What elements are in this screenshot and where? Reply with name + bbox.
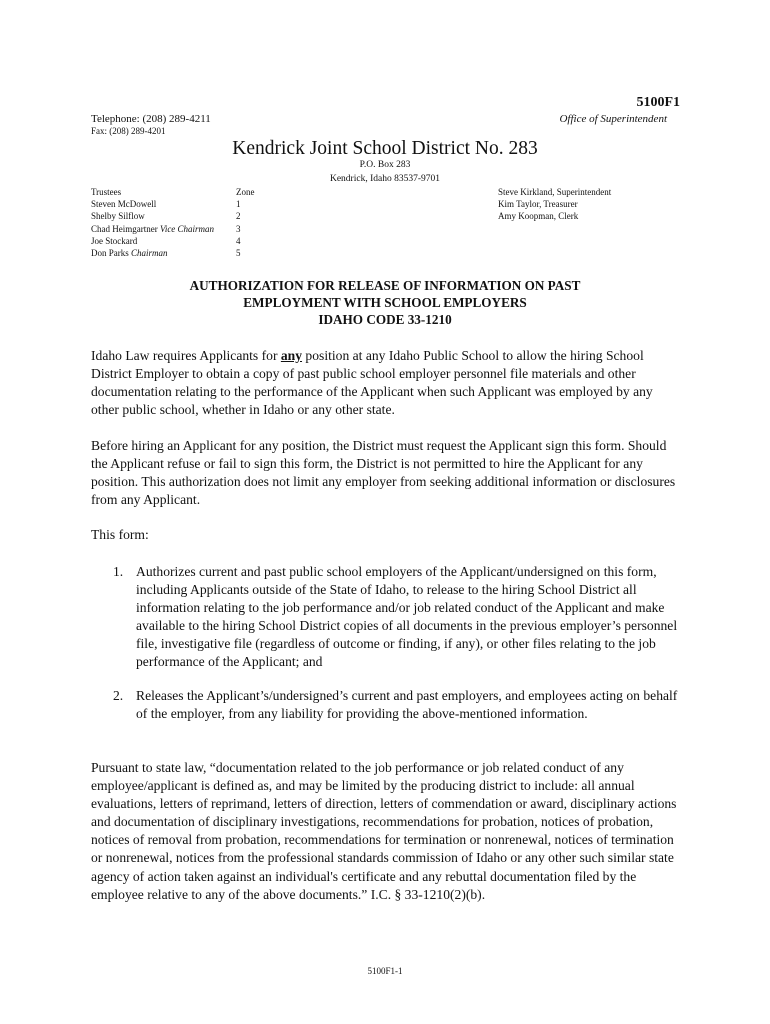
trustees-list (91, 186, 214, 259)
district-name: Kendrick Joint School District No. 283 (232, 138, 538, 159)
office-label: Office of Superintendent (559, 113, 667, 125)
zone-number: 4 (236, 235, 241, 246)
administration-list (498, 186, 611, 223)
list-text: Releases the Applicant’s/undersigned’s current and past employers, and employees acting on behalf of the employer, from any liability for providing the above-mentioned information. (136, 688, 678, 722)
form-title (0, 277, 770, 328)
po-box: P.O. Box 283 (359, 160, 411, 170)
trustee-name: Chad Heimgartner Vice Chairman (91, 223, 215, 234)
list-item (113, 563, 683, 672)
list-number: 1. (113, 564, 124, 579)
trustee-name: Joe Stockard (91, 235, 138, 246)
trustee-name: Don Parks Chairman (91, 248, 168, 259)
administrator: Kim Taylor, Treasurer (498, 199, 578, 210)
trustee-role: Chairman (131, 248, 168, 259)
zone-number: 3 (236, 223, 241, 234)
telephone-line: Telephone: (208) 289-4211 (91, 113, 211, 125)
paragraph-idaho-law: Idaho Law requires Applicants for any position at any Idaho Public School to allow the hiring School District Employer to obtain a copy of past public school employer personnel file materials and other documentation relating to the performance of the Applicant when such Applicant was employed by any other public school, whether in Idaho or any other state. (91, 348, 653, 418)
zone-number: 5 (236, 248, 241, 259)
paragraph-this-form: This form: (91, 527, 149, 542)
zone-number: 2 (236, 211, 241, 222)
administrator: Steve Kirkland, Superintendent (498, 187, 612, 197)
zones-list (236, 186, 255, 259)
zone-number: 1 (236, 199, 241, 210)
trustee-role: Vice Chairman (159, 223, 215, 234)
list-text: Authorizes current and past public school employers of the Applicant/undersigned on this form, including Applicants outside of the State of Idaho, to release to the hiring School District all information relating to the job performance and/or job related conduct of the Applicant and make available to the hiring School District copies of all documents in the previous employer’s personnel file, investigative file (regardless of outcome or finding, if any), or other files relating to the job performance of the Applicant; and (136, 564, 678, 670)
page-footer: 5100F1-1 (367, 966, 403, 976)
list-number: 2. (113, 688, 124, 703)
form-number: 5100F1 (636, 95, 680, 110)
trustees-heading: Trustees (91, 187, 122, 197)
paragraph-state-law: Pursuant to state law, “documentation related to the job performance or job related conduct of any employee/applicant is defined as, and may be limited by the producing district to include: all annual evaluations, letters of reprimand, letters of direction, letters of commendation or award, disciplinary actions and documentation of disciplinary investigations, recommendations for probation, notices of probation, notices of removal from probation, recommendations for termination or nonrenewal, notices of termination or nonrenewal, notices from the professional standards commission of Idaho or any other such similar state agency of action taken against an individual's certificate and any rebuttal documentation filed by the employee relative to any of the above documents.” I.C. § 33-1210(2)(b). (91, 760, 677, 902)
paragraph-before-hiring: Before hiring an Applicant for any position, the District must request the Applicant sign this form. Should the Applicant refuse or fail to sign this form, the District is not permitted to hire the Applicant for any position. This authorization does not limit any employer from seeking additional information or disclosures from any Applicant. (91, 438, 676, 508)
list-item (113, 687, 683, 723)
zone-heading: Zone (236, 187, 255, 197)
emphasis-any: any (280, 348, 303, 363)
trustee-name: Shelby Silflow (91, 211, 145, 222)
administrator: Amy Koopman, Clerk (498, 211, 579, 222)
city-state: Kendrick, Idaho 83537-9701 (329, 174, 440, 184)
title-line: AUTHORIZATION FOR RELEASE OF INFORMATION ON PAST (189, 278, 581, 293)
title-line: EMPLOYMENT WITH SCHOOL EMPLOYERS (243, 295, 527, 310)
trustee-name: Steven McDowell (91, 199, 157, 210)
title-line: IDAHO CODE 33-1210 (318, 312, 452, 327)
fax-line: Fax: (208) 289-4201 (91, 126, 166, 136)
